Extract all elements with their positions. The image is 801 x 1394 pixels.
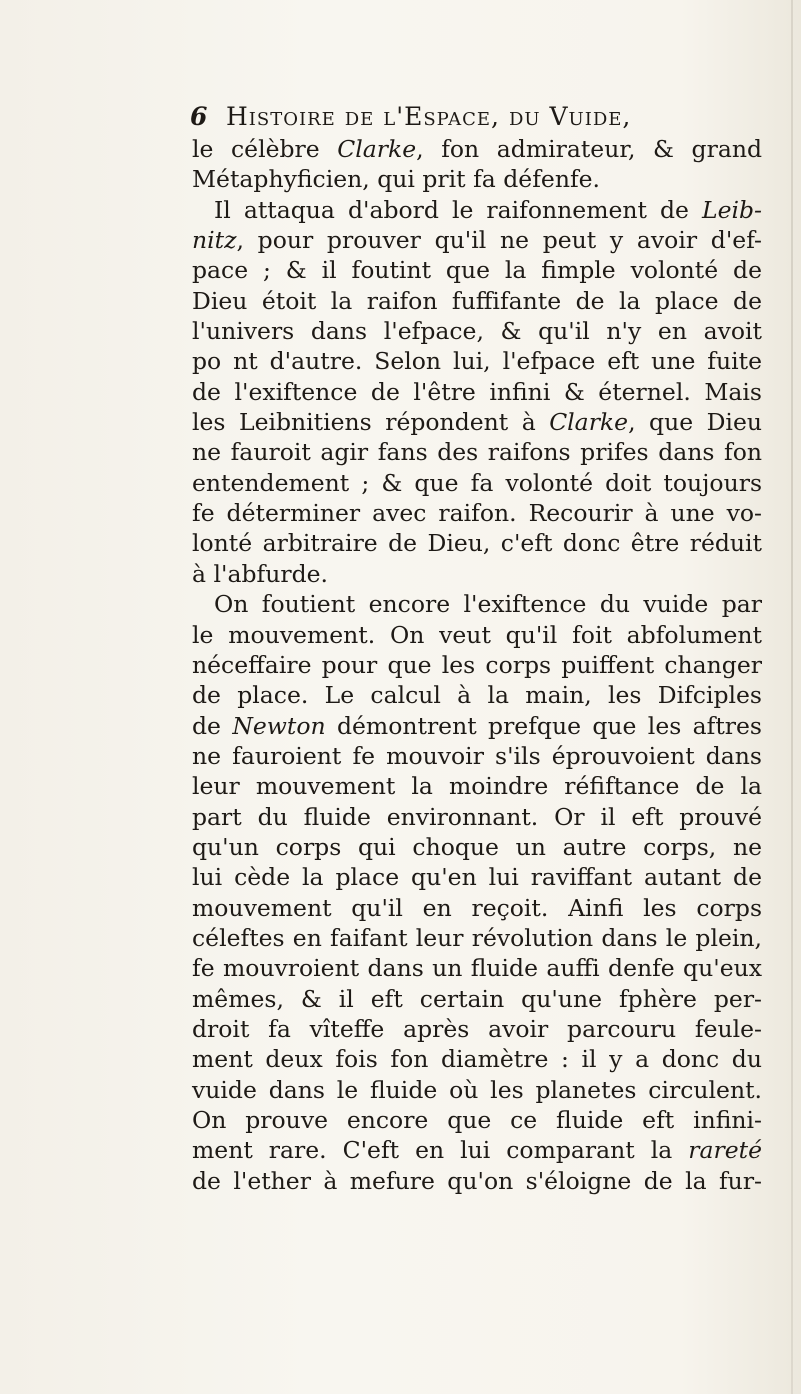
line-text: lui cède la place qu'en lui raviffant autant de (192, 863, 762, 892)
line-text: le célèbre (192, 135, 338, 163)
line-text: vuide dans le fluide où les planetes circulent. (192, 1075, 762, 1104)
text-line (192, 225, 762, 255)
text-line (192, 620, 762, 650)
text-line (192, 437, 762, 467)
line-text: Dieu étoit la raifon fuffifante de la place de (192, 286, 762, 315)
line-text: On foutient encore l'exiftence du vuide par (214, 590, 762, 619)
line-text: le mouvement. On veut qu'il foit abfolument (192, 620, 762, 649)
line-text: Métaphyficien, qui prit fa défenfe. (192, 165, 601, 194)
line-text: de l'exiftence de l'être infini & éternel. Mais (192, 377, 762, 406)
text-line (192, 316, 762, 346)
line-text: ment deux fois fon diamètre : il y a donc du (192, 1045, 762, 1074)
line-text: céleftes en faifant leur révolution dans le plein, (192, 923, 762, 952)
text-line (192, 528, 762, 558)
text-line (192, 953, 762, 983)
line-text: ment rare. C'eft en lui comparant la (192, 1136, 689, 1165)
line-italic-text: Clarke (549, 408, 629, 437)
line-text: fe mouvroient dans un fluide auffi denfe qu'eux (192, 954, 762, 983)
line-text-after: , pour prouver qu'il ne peut y avoir d'ef- (236, 226, 762, 255)
line-text: fe déterminer avec raifon. Recourir à une vo- (192, 499, 762, 528)
running-title: Histoire de l'Espace, du Vuide, (226, 102, 632, 131)
text-line (192, 195, 762, 225)
text-line (192, 589, 762, 619)
running-head (190, 102, 750, 131)
text-line (192, 893, 762, 923)
line-text: leur mouvement la moindre réfiftance de la (192, 772, 762, 801)
text-line (192, 680, 762, 710)
text-line (192, 771, 762, 801)
text-line (192, 407, 762, 437)
text-line (192, 286, 762, 316)
line-text: ne fauroient fe mouvoir s'ils éprouvoient dans (192, 741, 762, 770)
text-line (192, 377, 762, 407)
text-line (192, 1075, 762, 1105)
line-italic-text: rareté (688, 1136, 762, 1165)
line-text: pace ; & il foutint que la fimple volonté de (192, 256, 762, 285)
text-line (192, 1166, 762, 1196)
text-line (192, 346, 762, 376)
text-line (192, 164, 762, 194)
line-text: qu'un corps qui choque un autre corps, ne (192, 832, 762, 861)
line-text: mouvement qu'il en reçoit. Ainfi les corps (192, 893, 762, 922)
line-text: néceffaire pour que les corps puiffent changer (192, 650, 762, 679)
text-line (192, 1044, 762, 1074)
line-text: On prouve encore que ce fluide eft infini- (192, 1106, 762, 1134)
line-text: lonté arbitraire de Dieu, c'eft donc être réduit (192, 529, 762, 558)
text-line (192, 255, 762, 285)
line-italic-text: Leib- (701, 195, 762, 224)
line-text: Il attaqua d'abord le raifonnement de (214, 195, 702, 224)
text-line (192, 650, 762, 680)
text-line (192, 498, 762, 528)
page-number: 6 (190, 102, 208, 131)
line-text-after: , fon admirateur, & grand (416, 135, 763, 163)
line-text: l'univers dans l'efpace, & qu'il n'y en avoit (192, 317, 762, 346)
text-line (192, 559, 762, 589)
line-text: droit fa vîteffe après avoir parcouru feule- (192, 1014, 762, 1043)
text-line (192, 1105, 762, 1135)
line-text: entendement ; & que fa volonté doit toujours (192, 468, 762, 497)
text-line (192, 802, 762, 832)
text-line (192, 1135, 762, 1165)
line-text: ne fauroit agir fans des raifons prifes dans fon (192, 438, 762, 467)
text-line (192, 1014, 762, 1044)
line-text: de (192, 711, 233, 740)
line-italic-text: nitz (192, 226, 237, 255)
text-line (192, 134, 762, 164)
text-line (192, 923, 762, 953)
line-italic-text: Clarke (337, 135, 417, 163)
line-text: de l'ether à mefure qu'on s'éloigne de la fur- (192, 1166, 762, 1195)
line-text: part du fluide environnant. Or il eft prouvé (192, 802, 762, 831)
line-text: de place. Le calcul à la main, les Difciples (192, 681, 762, 710)
line-text: les Leibnitiens répondent à (192, 408, 550, 437)
text-line (192, 741, 762, 771)
line-text: à l'abfurde. (192, 559, 328, 588)
line-text: po nt d'autre. Selon lui, l'efpace eft une fuite (192, 347, 762, 376)
body-text (192, 134, 762, 1196)
text-line (192, 468, 762, 498)
text-line (192, 711, 762, 741)
text-line (192, 984, 762, 1014)
line-text: mêmes, & il eft certain qu'une fphère per- (192, 984, 762, 1013)
text-line (192, 862, 762, 892)
line-text-after: démontrent prefque que les aftres (325, 711, 762, 740)
page-edge (791, 0, 793, 1394)
line-italic-text: Newton (232, 711, 326, 740)
text-line (192, 832, 762, 862)
line-text-after: , que Dieu (628, 408, 762, 437)
